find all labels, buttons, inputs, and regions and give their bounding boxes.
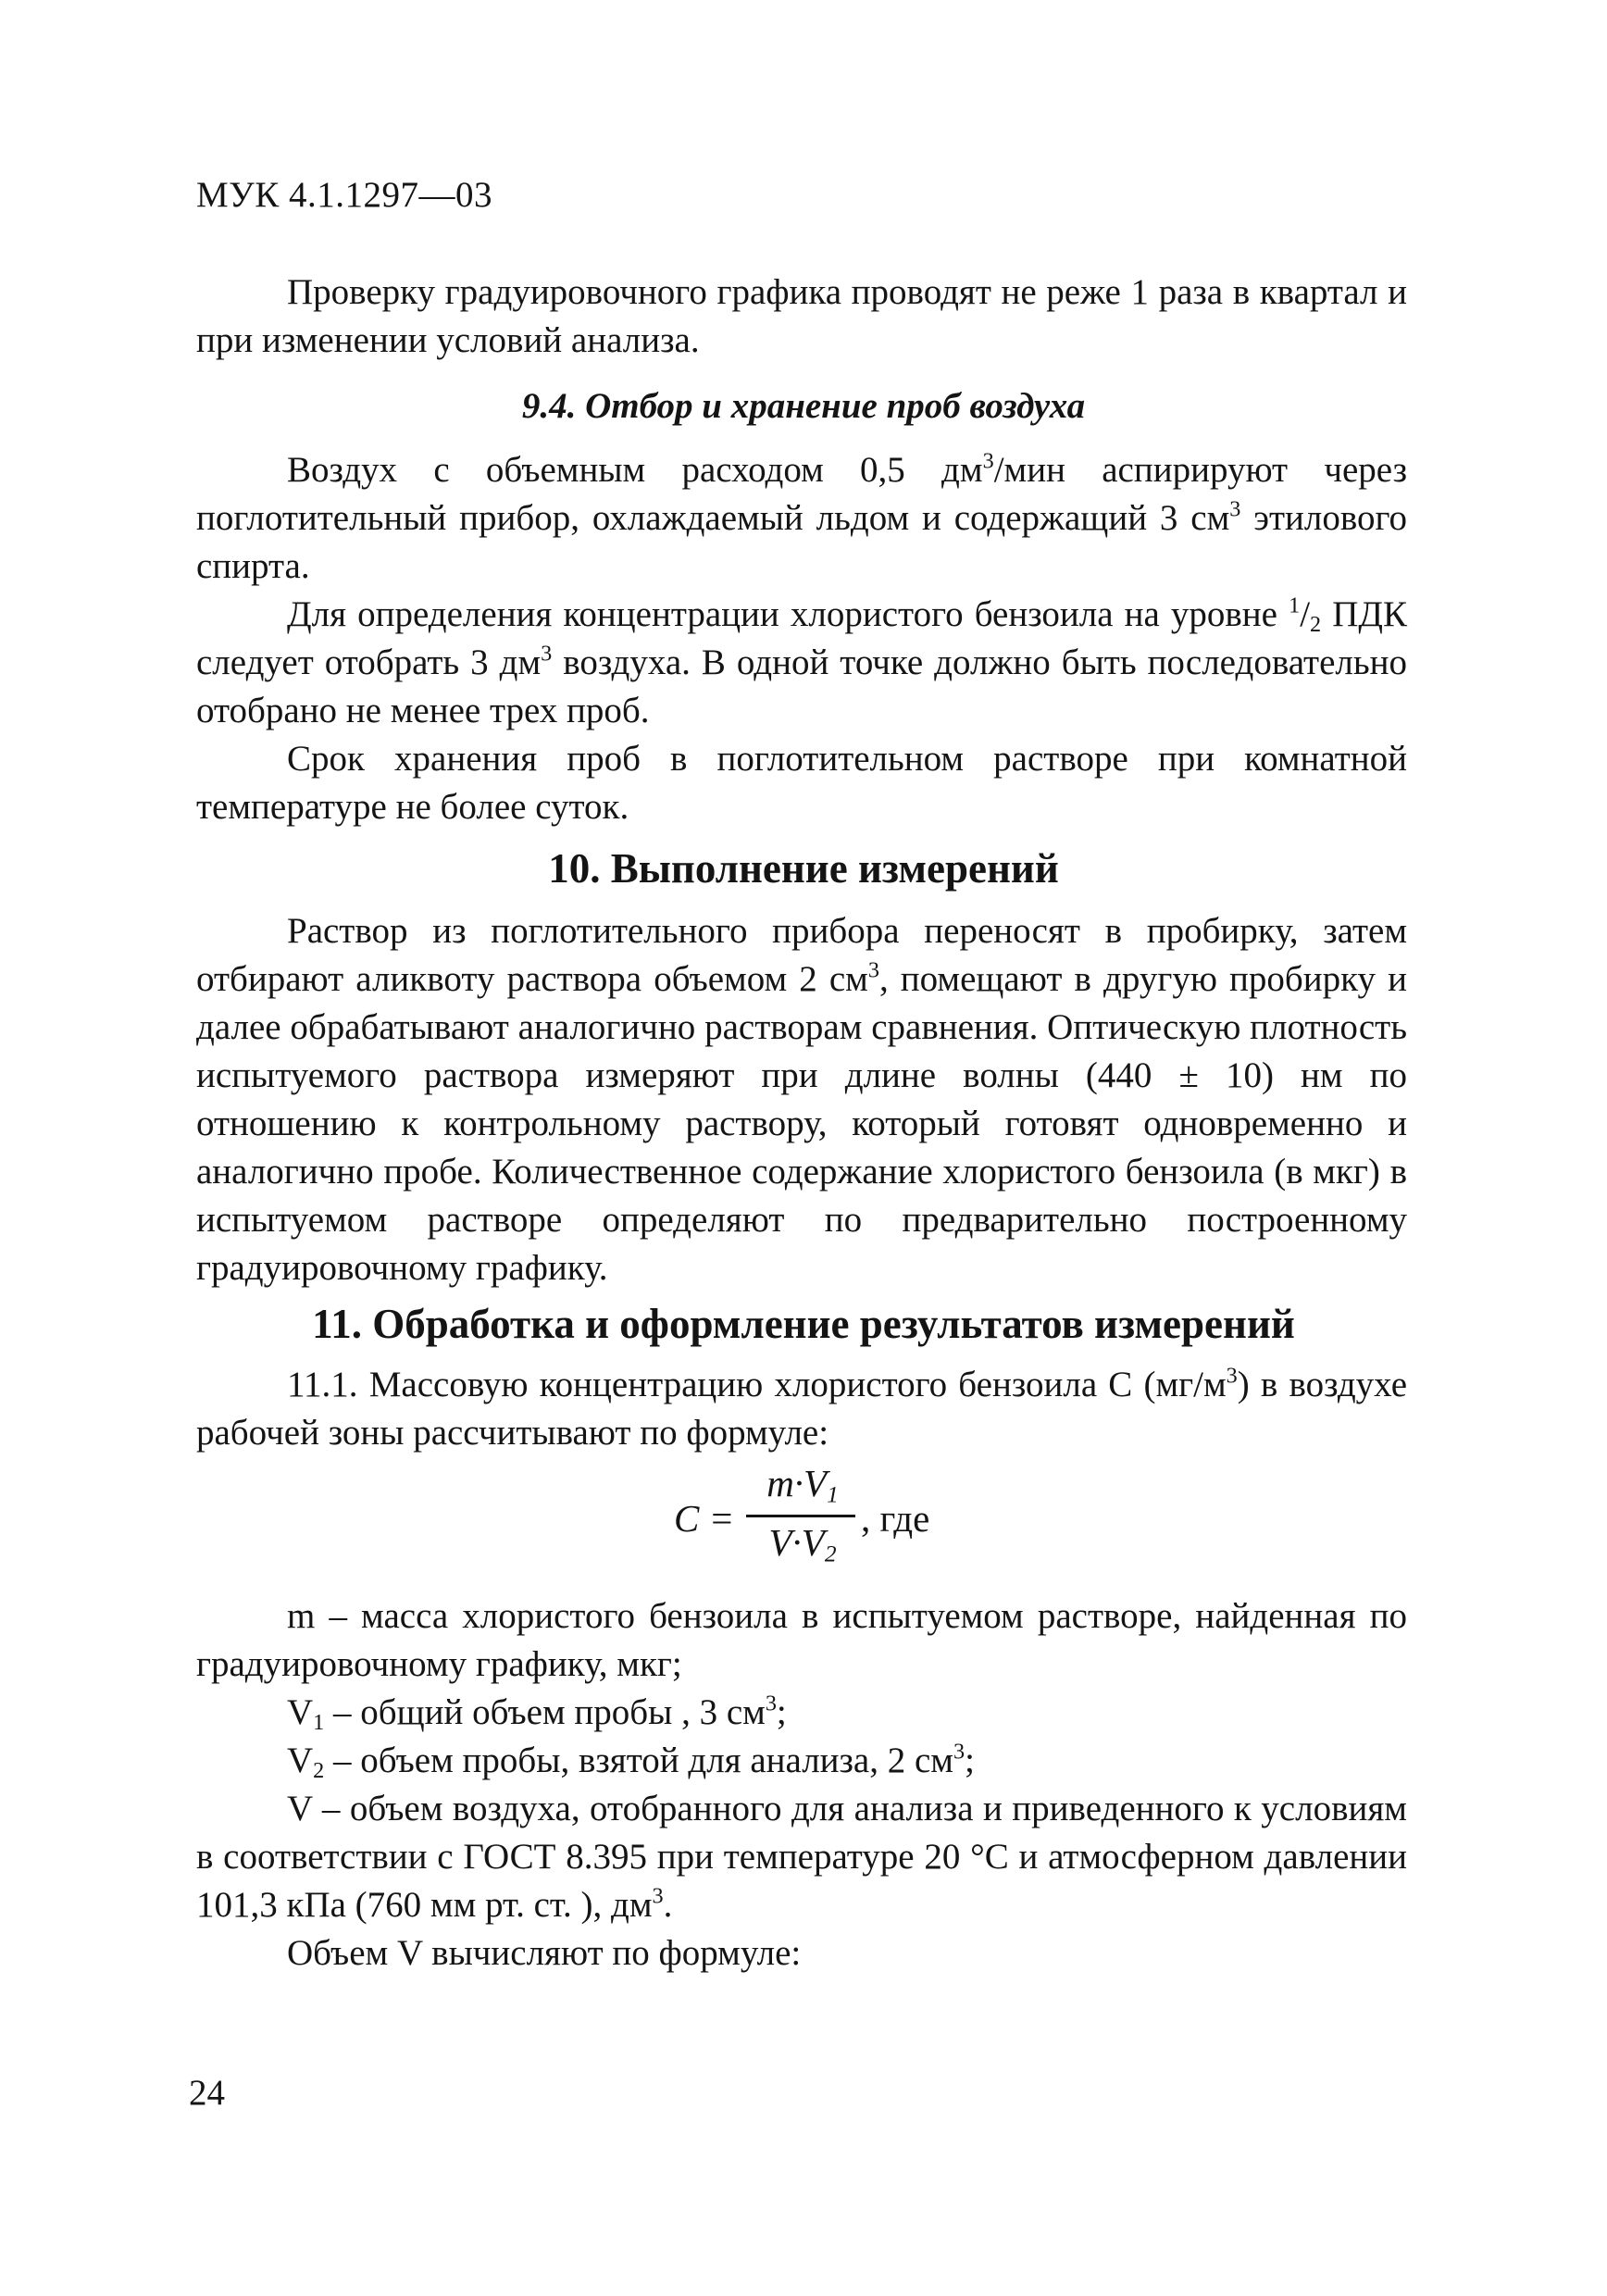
definition-m: m – масса хлористого бензоила в испытуемом растворе, найденная по градуировочному графику, мкг;	[196, 1596, 1407, 1684]
formula-denominator: $V\cdot V_2$	[768, 1521, 837, 1567]
paragraph-air-sampling: Воздух с объемным расходом 0,5 $дм^3$/мин аспирируют через поглотительный прибор, охлаждаемый льдом и содержащий 3 $см^3$ этилового спирта.	[196, 448, 1407, 586]
paragraph-volume-formula-intro: Объем V вычисляют по формуле:	[287, 1933, 802, 1973]
document-header: МУК 4.1.1297—03	[196, 175, 493, 215]
paragraph-sample-volume: Для определения концентрации хлористого бензоила на уровне $^1/_2$ ПДК следует отобрать 3 $дм^3$ воздуха. В одной точке должно быть последовательно отобрано не менее трех проб.	[196, 593, 1408, 730]
paragraph-storage-time: Срок хранения проб в поглотительном растворе при комнатной температуре не более суток.	[196, 739, 1407, 827]
paragraph-calibration-check: Проверку градуировочного графика проводят не реже 1 раза в квартал и при изменении условий анализа.	[196, 272, 1407, 360]
formula-lhs: C =	[674, 1497, 735, 1540]
paragraph-measurement: Раствор из поглотительного прибора переносят в пробирку, затем отбирают аликвоту раствора объемом 2 $см^3$, помещают в другую пробирку и далее обрабатывают аналогично растворам сравнения. Оптическую плотность испытуемого раствора измеряют при длине волны (440 ± 10) нм по отношению к контрольному раствору, который готовят одновременно и аналогично пробе. Количественное содержание хлористого бензоила (в мкг) в испытуемом растворе определяют по предварительно построенному градуировочному графику.	[196, 911, 1407, 1288]
definition-v1: $V_1$ – общий объем пробы , 3 $см^3$;	[287, 1691, 787, 1736]
section-10-title: 10. Выполнение измерений	[548, 845, 1059, 892]
fraction-bar	[746, 1515, 855, 1517]
definition-v2: $V_2$ – объем пробы, взятой для анализа, 2 $см^3$;	[287, 1739, 975, 1784]
paragraph-11-1: 11.1. Массовую концентрацию хлористого бензоила С $(мг/м^3)$ в воздухе рабочей зоны рассчитывают по формуле:	[196, 1363, 1407, 1453]
formula-concentration	[0, 1461, 1607, 1581]
section-9-4-title: 9.4. Отбор и хранение проб воздуха	[521, 386, 1086, 426]
formula-numerator: $m\cdot V_1$	[766, 1462, 839, 1508]
definition-v: V – объем воздуха, отобранного для анализа и приведенного к условиям в соответствии с ГОСТ 8.395 при температуре 20 °С и атмосферном давлении 101,3 кПа (760 мм рт. ст. ), $дм^3$.	[196, 1789, 1407, 1925]
formula-tail: , где	[861, 1497, 930, 1540]
section-11-title: 11. Обработка и оформление результатов измерений	[312, 1301, 1295, 1347]
page-number: 24	[189, 2073, 225, 2113]
